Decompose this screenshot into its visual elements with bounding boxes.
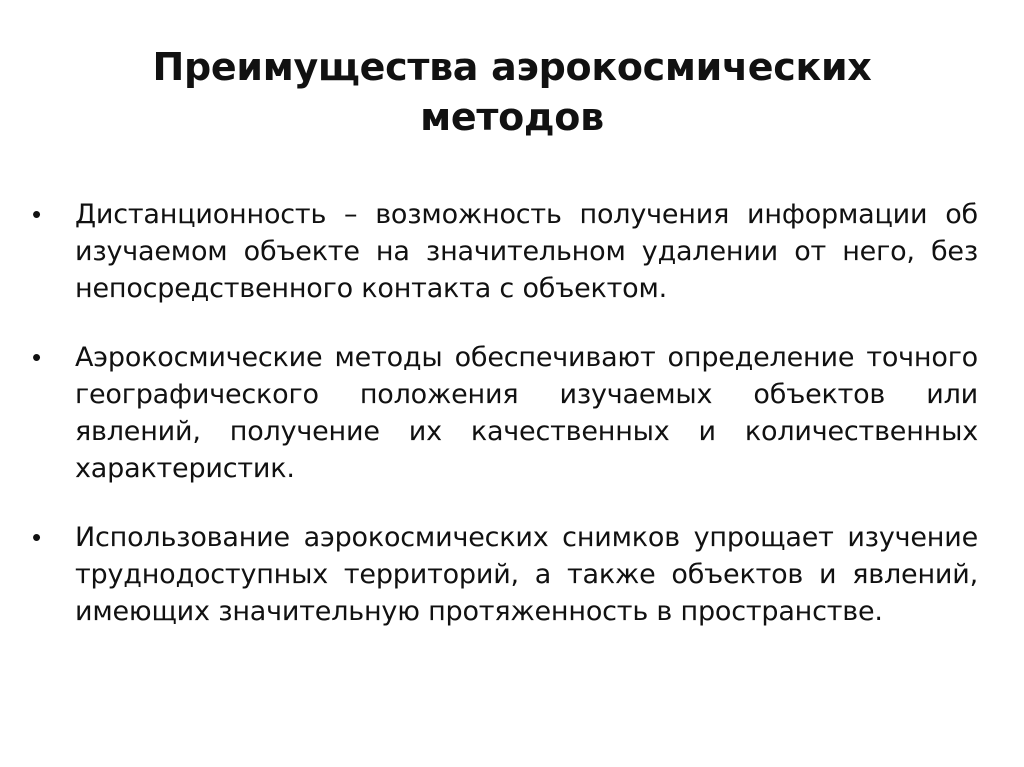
- bullet-item: [30, 339, 978, 487]
- bullet-text: Использование аэрокосмических снимков упрощает изучение труднодоступных территорий, а также объектов и явлений, имеющих значительную протяженность в пространстве.: [75, 522, 978, 627]
- bullet-list: [30, 196, 978, 662]
- slide-title: Преимущества аэрокосмических методов: [152, 45, 872, 139]
- bullet-dot-icon: •: [32, 342, 42, 372]
- bullet-dot-icon: •: [32, 199, 42, 229]
- bullet-dot-icon: •: [32, 522, 42, 552]
- bullet-item: [30, 519, 978, 630]
- bullet-item: [30, 196, 978, 307]
- bullet-text: Дистанционность – возможность получения информации об изучаемом объекте на значительном удалении от него, без непосредственного контакта с объектом.: [75, 199, 978, 304]
- bullet-text: Аэрокосмические методы обеспечивают определение точного географического положения изучаемых объектов или явлений, получение их качественных и количественных характеристик.: [75, 342, 978, 484]
